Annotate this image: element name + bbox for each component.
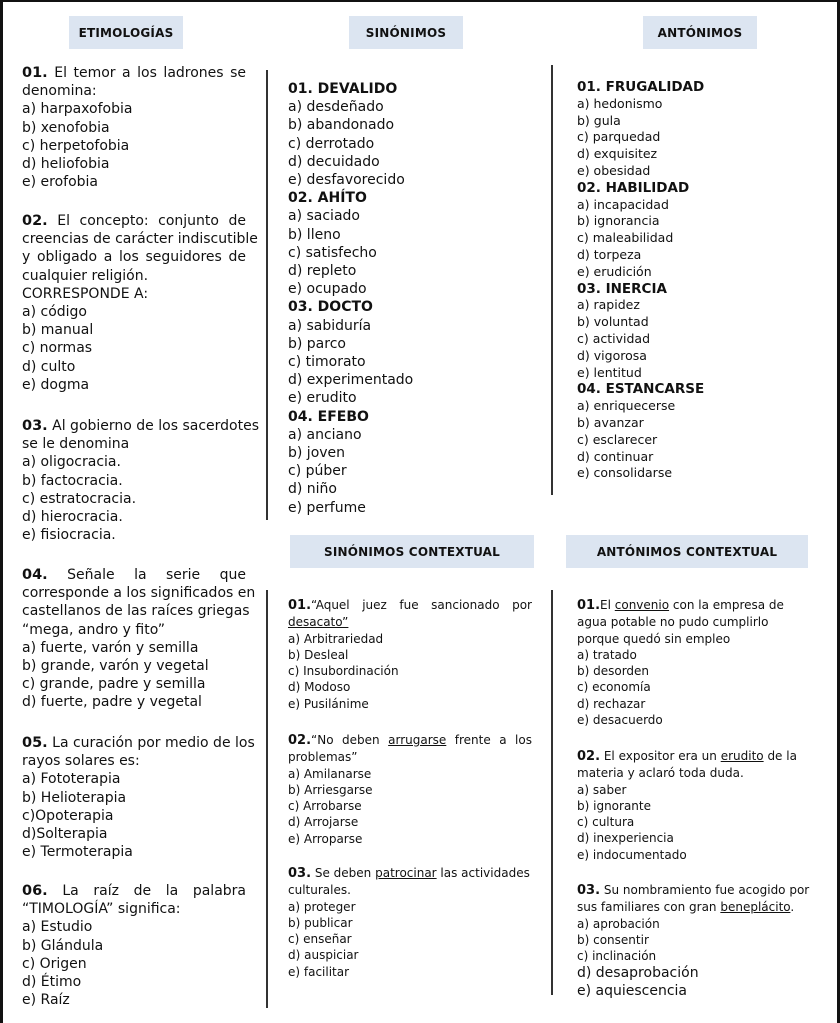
option: e) desacuerdo bbox=[577, 713, 663, 728]
option: a) código bbox=[22, 304, 87, 321]
option: d) desaprobación bbox=[577, 965, 699, 982]
question-text: cualquier religión. bbox=[22, 267, 149, 284]
question-text: Su nombramiento fue acogido por bbox=[600, 883, 810, 897]
sinonimo-title: 01. DEVALIDO bbox=[288, 81, 398, 97]
question-number: 04. bbox=[22, 567, 48, 583]
option: e) Termoterapia bbox=[22, 844, 133, 861]
divider-left-lower bbox=[266, 590, 268, 1008]
option: c) grande, padre y semilla bbox=[22, 676, 206, 693]
option: e) desfavorecido bbox=[288, 172, 405, 189]
question-text: sus familiares con gran bbox=[577, 900, 721, 915]
ant-ctx-question-1 bbox=[577, 597, 817, 728]
option: b) publicar bbox=[288, 915, 353, 930]
sinonimo-title: 04. EFEBO bbox=[288, 408, 369, 425]
page-border-top bbox=[0, 0, 840, 2]
option: b) xenofobia bbox=[22, 119, 110, 136]
question-text: porque quedó sin empleo bbox=[577, 631, 731, 646]
option: a) incapacidad bbox=[577, 196, 669, 212]
divider-right-lower bbox=[551, 590, 553, 995]
question-number: 03. bbox=[22, 418, 48, 434]
option: c) Origen bbox=[22, 955, 87, 972]
etim-question-4 bbox=[22, 566, 256, 712]
divider-right bbox=[551, 65, 553, 495]
option: a) desdeñado bbox=[288, 99, 384, 116]
question-text: de la bbox=[763, 749, 797, 763]
question-text: “mega, andro y fito” bbox=[22, 621, 166, 638]
option: d) continuar bbox=[577, 448, 654, 464]
option: d) repleto bbox=[288, 263, 357, 280]
option: e) fisiocracia. bbox=[22, 527, 116, 544]
sinonimos-list bbox=[288, 80, 538, 517]
option: e) perfume bbox=[288, 499, 366, 516]
option: e) indocumentado bbox=[577, 847, 687, 862]
question-text: materia y aclaró toda duda. bbox=[577, 766, 744, 781]
question-number: 06. bbox=[22, 883, 48, 899]
option: c) herpetofobia bbox=[22, 137, 130, 154]
option: b) abandonado bbox=[288, 117, 395, 134]
question-text: corresponde a los significados en bbox=[22, 585, 256, 602]
option: d) niño bbox=[288, 481, 337, 498]
option: d) exquisitez bbox=[577, 146, 658, 162]
sinonimo-title: 02. AHÍTO bbox=[288, 190, 367, 207]
question-text: problemas” bbox=[288, 750, 358, 765]
sinonimo-title: 03. DOCTO bbox=[288, 299, 373, 316]
option: a) enriquecerse bbox=[577, 398, 676, 414]
question-text: El temor a los ladrones se bbox=[54, 65, 247, 81]
option: c) cultura bbox=[577, 815, 635, 830]
option: a) Fototerapia bbox=[22, 771, 121, 788]
option: c) inclinación bbox=[577, 949, 657, 964]
question-text: “TIMOLOGÍA” significa: bbox=[22, 901, 181, 918]
underlined-word: erudito bbox=[720, 749, 764, 763]
option: a) Arbitrariedad bbox=[288, 631, 384, 646]
option: b) ignorante bbox=[577, 798, 651, 813]
option: b) ignorancia bbox=[577, 213, 660, 229]
etim-question-3 bbox=[22, 417, 259, 544]
option: c) satisfecho bbox=[288, 244, 377, 261]
sin-ctx-question-3 bbox=[288, 865, 532, 980]
option: a) oligocracia. bbox=[22, 454, 121, 471]
ant-ctx-question-3 bbox=[577, 882, 817, 1000]
question-text: CORRESPONDE A: bbox=[22, 285, 149, 302]
option: b) desorden bbox=[577, 664, 650, 679]
option: b) consentir bbox=[577, 932, 649, 947]
underlined-word: desacato” bbox=[288, 615, 349, 630]
antonimo-title: 03. INERCIA bbox=[577, 280, 667, 297]
etim-question-6 bbox=[22, 882, 246, 1009]
option: d) experimentado bbox=[288, 372, 414, 389]
question-text: las actividades bbox=[436, 866, 530, 880]
ant-ctx-question-2 bbox=[577, 748, 817, 863]
option: d) Arrojarse bbox=[288, 815, 359, 830]
option: d) torpeza bbox=[577, 246, 642, 262]
option: a) hedonismo bbox=[577, 95, 663, 111]
option: c) maleabilidad bbox=[577, 230, 674, 246]
option: a) fuerte, varón y semilla bbox=[22, 639, 199, 656]
option: d) hierocracia. bbox=[22, 509, 123, 526]
antonimo-title: 04. ESTANCARSE bbox=[577, 381, 705, 398]
option: e) facilitar bbox=[288, 964, 350, 979]
question-number: 01. bbox=[22, 65, 48, 81]
header-etimologias: ETIMOLOGÍAS bbox=[69, 16, 183, 49]
option: c) timorato bbox=[288, 354, 366, 371]
question-number: 02. bbox=[577, 749, 601, 764]
question-text: El expositor era un bbox=[600, 749, 721, 763]
divider-left bbox=[266, 70, 268, 520]
question-text: castellanos de las raíces griegas bbox=[22, 603, 250, 620]
option: b) avanzar bbox=[577, 414, 644, 430]
option: a) harpaxofobia bbox=[22, 101, 133, 118]
option: c) actividad bbox=[577, 330, 651, 346]
sin-ctx-question-2 bbox=[288, 732, 532, 847]
antonimo-title: 01. FRUGALIDAD bbox=[577, 79, 705, 95]
option: c) derrotado bbox=[288, 135, 375, 152]
underlined-word: arrugarse bbox=[388, 733, 447, 747]
option: c) púber bbox=[288, 463, 347, 480]
option: b) manual bbox=[22, 322, 94, 339]
question-text: . bbox=[790, 900, 795, 915]
option: a) proteger bbox=[288, 899, 356, 914]
question-text: El bbox=[600, 598, 615, 612]
option: d) vigorosa bbox=[577, 347, 647, 363]
option: b) Helioterapia bbox=[22, 789, 127, 806]
option: c) economía bbox=[577, 680, 651, 695]
option: c) estratocracia. bbox=[22, 490, 137, 507]
option: d)Solterapia bbox=[22, 826, 108, 843]
question-text: denomina: bbox=[22, 83, 97, 100]
option: c) parquedad bbox=[577, 129, 661, 145]
question-text: con la empresa de bbox=[669, 598, 784, 612]
question-text: “No deben bbox=[311, 733, 389, 747]
option: c) esclarecer bbox=[577, 431, 658, 447]
option: d) inexperiencia bbox=[577, 831, 674, 846]
option: e) lentitud bbox=[577, 364, 642, 380]
option: c) normas bbox=[22, 340, 93, 357]
option: e) Raíz bbox=[22, 992, 70, 1009]
question-text: El concepto: conjunto de bbox=[57, 213, 246, 229]
option: b) gula bbox=[577, 112, 621, 128]
question-text: agua potable no pudo cumplirlo bbox=[577, 615, 769, 630]
question-text: “Aquel juez fue sancionado por bbox=[311, 598, 532, 612]
antonimo-title: 02. HABILIDAD bbox=[577, 179, 690, 196]
question-text: Señale la serie que bbox=[67, 567, 246, 583]
header-sinonimos: SINÓNIMOS bbox=[349, 16, 463, 49]
option: d) auspiciar bbox=[288, 948, 359, 963]
sin-ctx-question-1 bbox=[288, 597, 532, 712]
header-antonimos-contextual: ANTÓNIMOS CONTEXTUAL bbox=[566, 535, 808, 568]
option: e) ocupado bbox=[288, 281, 367, 298]
question-number: 03. bbox=[577, 883, 601, 898]
option: e) dogma bbox=[22, 376, 90, 393]
option: d) Modoso bbox=[288, 680, 351, 695]
question-text: frente a los bbox=[446, 733, 532, 747]
question-number: 02. bbox=[288, 733, 312, 748]
option: a) tratado bbox=[577, 647, 637, 662]
etim-question-1 bbox=[22, 64, 246, 191]
option: b) factocracia. bbox=[22, 472, 123, 489]
option: e) erudición bbox=[577, 263, 652, 279]
question-text: y obligado a los seguidores de bbox=[22, 249, 246, 266]
option: c)Opoterapia bbox=[22, 807, 114, 824]
option: b) Arriesgarse bbox=[288, 782, 373, 797]
question-text: Se deben bbox=[311, 866, 376, 880]
question-text: La curación por medio de los bbox=[52, 735, 255, 751]
option: b) voluntad bbox=[577, 314, 649, 330]
page-border-left bbox=[0, 0, 3, 1023]
question-number: 05. bbox=[22, 735, 48, 751]
option: b) parco bbox=[288, 335, 346, 352]
question-number: 03. bbox=[288, 866, 312, 881]
option: e) Pusilánime bbox=[288, 696, 369, 711]
question-text: creencias de carácter indiscutible bbox=[22, 231, 258, 248]
question-number: 02. bbox=[22, 213, 48, 229]
question-text: se le denomina bbox=[22, 436, 130, 453]
underlined-word: convenio bbox=[614, 598, 670, 612]
option: e) consolidarse bbox=[577, 465, 673, 481]
option: d) heliofobia bbox=[22, 156, 110, 173]
option: a) sabiduría bbox=[288, 317, 372, 334]
option: e) Arroparse bbox=[288, 831, 363, 846]
option: b) Desleal bbox=[288, 647, 349, 662]
option: d) culto bbox=[22, 358, 76, 375]
option: e) obesidad bbox=[577, 162, 651, 178]
option: d) rechazar bbox=[577, 696, 646, 711]
option: a) Amilanarse bbox=[288, 766, 372, 781]
option: c) Insubordinación bbox=[288, 664, 399, 679]
option: a) Estudio bbox=[22, 919, 93, 936]
option: a) rapidez bbox=[577, 297, 640, 313]
option: e) erofobia bbox=[22, 174, 99, 191]
etim-question-2 bbox=[22, 212, 258, 394]
question-text: culturales. bbox=[288, 883, 351, 898]
question-number: 01. bbox=[577, 598, 601, 613]
option: a) saciado bbox=[288, 208, 360, 225]
antonimos-list bbox=[577, 79, 817, 482]
question-number: 01. bbox=[288, 598, 312, 613]
option: d) Étimo bbox=[22, 974, 82, 991]
question-text: Al gobierno de los sacerdotes bbox=[52, 418, 259, 434]
header-sinonimos-contextual: SINÓNIMOS CONTEXTUAL bbox=[290, 535, 534, 568]
underlined-word: patrocinar bbox=[375, 866, 437, 880]
question-text: rayos solares es: bbox=[22, 753, 140, 770]
option: c) enseñar bbox=[288, 932, 352, 947]
option: b) joven bbox=[288, 445, 346, 462]
option: c) Arrobarse bbox=[288, 799, 362, 814]
option: b) grande, varón y vegetal bbox=[22, 658, 209, 675]
option: a) saber bbox=[577, 782, 627, 797]
option: a) aprobación bbox=[577, 916, 660, 931]
option: b) Glándula bbox=[22, 937, 104, 954]
etim-question-5 bbox=[22, 734, 255, 861]
option: d) decuidado bbox=[288, 153, 380, 170]
header-antonimos: ANTÓNIMOS bbox=[643, 16, 757, 49]
option: d) fuerte, padre y vegetal bbox=[22, 694, 202, 711]
question-text: La raíz de la palabra bbox=[62, 883, 246, 899]
option: b) lleno bbox=[288, 226, 341, 243]
option: e) aquiescencia bbox=[577, 983, 688, 1000]
option: a) anciano bbox=[288, 426, 362, 443]
underlined-word: beneplácito bbox=[720, 900, 791, 915]
option: e) erudito bbox=[288, 390, 357, 407]
